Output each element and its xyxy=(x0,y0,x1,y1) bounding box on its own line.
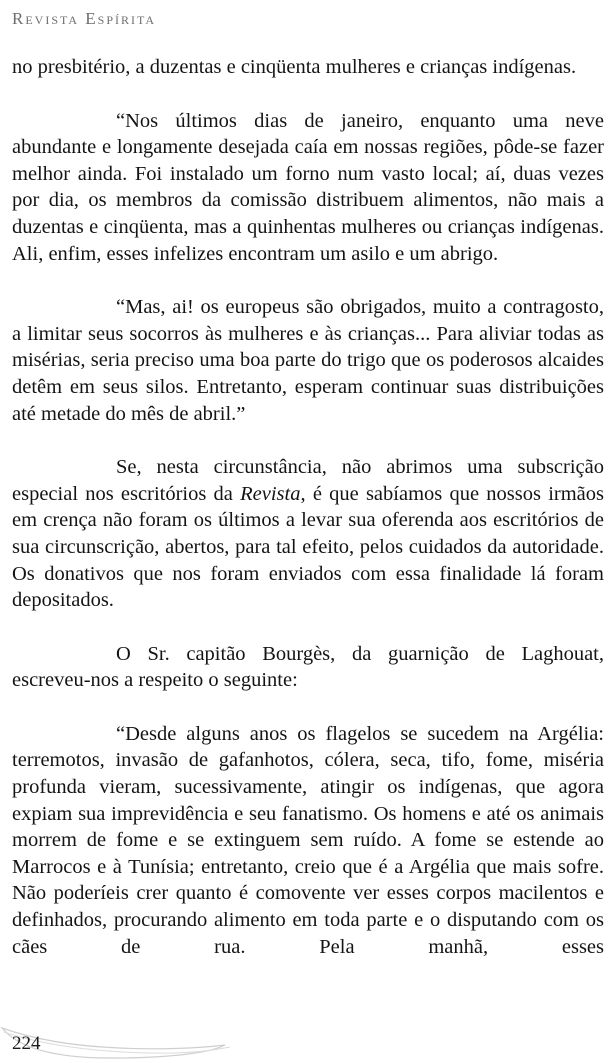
paragraph-4-italic-title: Revista xyxy=(240,482,301,505)
paragraph-3: “Mas, ai! os europeus são obrigados, muito a contragosto, a limitar seus socorros às mulheres e às crianças... Para aliviar todas as misérias, seria preciso uma boa parte do trigo que os poderosos alcaides detêm em seus silos. Entretanto, esperam continuar suas distribuições até metade do mês de abril.” xyxy=(12,296,604,425)
body-text xyxy=(12,54,604,960)
paragraph-1: no presbitério, a duzentas e cinqüenta mulheres e crianças indígenas. xyxy=(12,56,577,78)
paragraph-2: “Nos últimos dias de janeiro, enquanto uma neve abundante e longamente desejada caía em nossas regiões, pôde-se fazer melhor ainda. Foi instalado um forno num vasto local; aí, duas vezes por dia, os membros da comissão distribuem alimentos, não mais a duzentas e cinqüenta, mas a quinhentas mulheres ou crianças indígenas. Ali, enfim, esses infelizes encontram um asilo e um abrigo. xyxy=(12,109,604,265)
page-number: 224 xyxy=(12,1033,41,1054)
paragraph-4-end: , é que sabíamos que nossos irmãos em crença não foram os últimos a levar sua oferenda aos escritórios de sua circunscrição, abertos, para tal efeito, pelos cuidados da autoridade. Os donativos que nos foram enviados com essa finalidade lá foram depositados. xyxy=(12,482,604,612)
paragraph-6: “Desde alguns anos os flagelos se sucedem na Argélia: terremotos, invasão de gafanhotos, cólera, seca, tifo, fome, miséria profunda vieram, sucessivamente, atingir os indígenas, que agora expiam sua imprevidência e seu fanatismo. Os homens e até os animais morrem de fome e se extinguem sem ruído. A fome se estende ao Marrocos e à Tunísia; entretanto, creio que é a Argélia que mais sofre. Não poderíeis crer quanto é comovente ver esses corpos macilentos e definhados, procurando alimento em toda parte e o disputando com os cães de rua. Pela manhã, esses xyxy=(12,722,604,958)
paragraph-4 xyxy=(12,454,604,614)
paragraph-4-start: Se, nesta circunstância, não abrimos uma subscrição especial nos escritórios da xyxy=(12,456,604,505)
running-header: Revista Espírita xyxy=(12,9,157,28)
paragraph-5: O Sr. capitão Bourgès, da guarnição de Laghouat, escreveu-nos a respeito o seguinte: xyxy=(12,642,604,692)
